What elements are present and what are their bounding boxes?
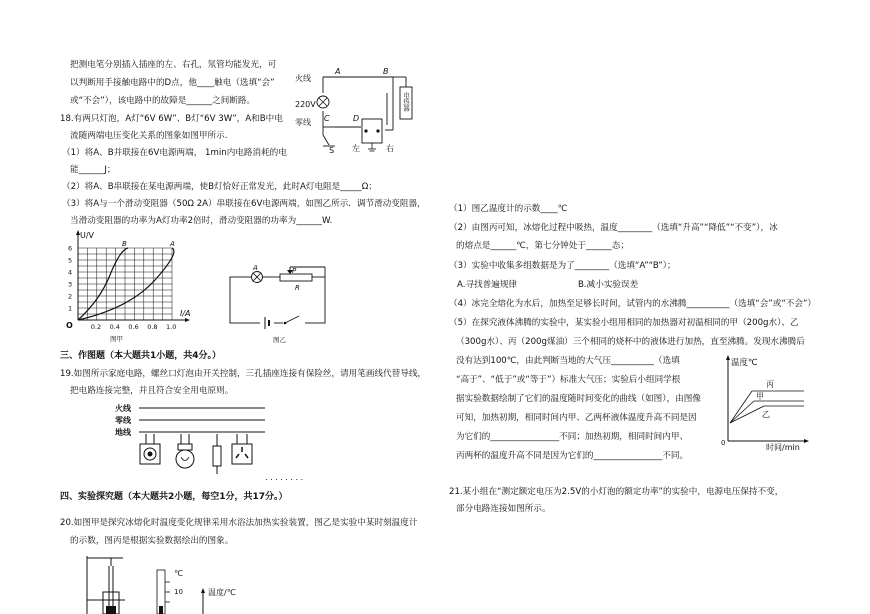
caption-yi: 图乙 <box>273 336 286 344</box>
curve-a-label: A <box>170 240 175 248</box>
point-b: B <box>383 67 389 76</box>
point-d: D <box>353 114 360 123</box>
jia-xtick-label: 1.0 <box>166 323 177 331</box>
q21-line-2: 部分电路连接如图所示。 <box>456 504 551 514</box>
q20-part5-a: （5）在探究液体沸腾的实验中，某实验小组用相同的加热器对初温相同的甲（200g水）、乙 <box>449 318 799 328</box>
jia-xtick-label: 0.4 <box>109 323 120 331</box>
heater-label: 电热器 <box>402 92 410 112</box>
curve-b-label: B <box>122 240 127 248</box>
wire-ground-label: 地线 <box>115 428 131 437</box>
thermo-10: 10 <box>174 588 183 596</box>
jia-xtick-label: 0.6 <box>128 323 139 331</box>
label-volt: 220V <box>295 100 316 109</box>
temp-graph-xlabel: 时间/min <box>766 443 800 452</box>
q21-line-1: 21.某小组在“测定额定电压为2.5V的小灯泡的额定功率”的实验中，电源电压保持不变， <box>449 487 784 497</box>
q18-part3-a: （3）将A与一个滑动变阻器（50Ω 2A）串联接在6V电源两端，如图乙所示．调节滑动变阻器， <box>62 199 426 209</box>
q20-part4: （4）冰完全熔化为水后，加热至足够长时间，试管内的水沸腾__________（选填“会”或“不会”） <box>449 299 817 309</box>
series-yi: 乙 <box>762 410 770 419</box>
resistor-r-label: R <box>295 284 300 292</box>
jia-ytick-label: 6 <box>68 244 73 253</box>
q20-part1: （1）图乙温度计的示数____℃ <box>449 204 568 214</box>
q20-part5-g: 为它们的________________不同；加热初期，相同时间内甲、 <box>456 432 689 442</box>
q20-part5-b: （300g水）、丙（200g煤油）三个相同的烧杯中的液体进行加热，直至沸腾。发现水沸腾后 <box>456 337 805 347</box>
q17-line-2: 以判断用手接触电路中的D点，他____触电（选填“会” <box>70 78 275 88</box>
jia-ytick-label: 2 <box>68 292 73 301</box>
temp-graph-bing-ylabel: 温度/℃ <box>208 588 236 597</box>
lamp-a-label: A <box>253 264 258 272</box>
temperature-time-graph <box>720 353 810 453</box>
q20-option-a: A.寻找普遍规律 <box>457 280 518 290</box>
q20-part2-a: （2）由图丙可知，冰熔化过程中吸热，温度________（选填“升高”“降低”“不变”），冰 <box>449 223 778 233</box>
jia-xtick-label: 0.2 <box>90 323 102 331</box>
q20-apparatus <box>75 552 295 614</box>
q20-option-b: B.减小实验误差 <box>578 280 639 290</box>
section-3-title: 三、作图题（本大题共1小题，共4分。） <box>60 351 222 361</box>
q18-part2: （2）将A、B串联接在某电源两端，使B灯恰好正常发光，此时A灯电阻是_____Ω； <box>62 182 377 192</box>
jia-ytick-label: 5 <box>68 256 73 265</box>
q18-line-2: 流随两端电压变化关系的图象如图甲所示. <box>70 131 228 141</box>
q20-line-2: 的示数，图丙是根据实验数据绘出的图象。 <box>70 536 234 546</box>
switch-label: S <box>329 146 335 155</box>
series-bing: 丙 <box>766 380 774 389</box>
switch-icon <box>140 434 160 464</box>
jia-origin: O <box>66 321 73 330</box>
fuse-icon <box>213 434 221 474</box>
caption-jia: 图甲 <box>110 335 123 343</box>
bulb-icon <box>176 434 194 468</box>
q20-part2-b: 的熔点是______℃，第七分钟处于______态； <box>456 241 629 251</box>
q20-part3: （3）实验中收集多组数据是为了________（选填“A”“B”）； <box>449 261 676 271</box>
q20-part5-f: 可知，加热初期，相同时间内甲、乙两杯液体温度升高不同是因 <box>456 413 697 423</box>
circuit-yi <box>225 262 340 347</box>
socket-icon <box>232 434 252 464</box>
label-fire-wire: 火线 <box>295 74 311 83</box>
jia-xlabel: I/A <box>180 309 191 318</box>
temp-graph-ylabel: 温度℃ <box>731 358 758 368</box>
q19-line-1: 19.如图所示家庭电路，螺丝口灯泡由开关控制，三孔插座连接有保险丝，请用笔画线代替导线， <box>60 369 427 379</box>
q17-circuit-diagram <box>295 65 420 155</box>
series-jia: 甲 <box>756 392 764 401</box>
q18-part3-b: 当滑动变阻器的功率为A灯功率2倍时，滑动变阻器的功率为______W. <box>70 216 333 226</box>
point-a: A <box>335 67 341 76</box>
q19-wiring-diagram <box>115 402 315 487</box>
wire-fire-label: 火线 <box>115 404 131 413</box>
q17-line-1: 把测电笔分别插入插座的左、右孔，氖管均能发光，可 <box>70 60 277 70</box>
jia-ytick-label: 1 <box>68 304 73 313</box>
q20-part5-d: “高于”、“低于”或“等于”）标准大气压；实验后小组同学根 <box>456 375 681 385</box>
q20-part5-h: 丙两杯的温度升高不同是因为它们的________________不同。 <box>456 451 689 461</box>
jia-ytick-label: 4 <box>68 268 73 277</box>
graph-jia <box>60 230 230 345</box>
socket-left-label: 左 <box>352 144 360 153</box>
q17-line-3: 或“不会”），该电路中的故障是______之间断路。 <box>70 96 256 106</box>
slider-p-label: P <box>292 267 297 275</box>
jia-xtick-label: 0.8 <box>147 323 158 331</box>
q18-line-1: 18.有两只灯泡，A灯“6V 6W”、B灯“6V 3W”，A和B中电 <box>60 114 283 124</box>
jia-ytick-label: 3 <box>68 280 73 289</box>
svg-text:. . . . . . . .: . . . . . . . . <box>265 473 304 482</box>
q20-part5-e: 据实验数据绘制了它们的温度随时间变化的曲线（如图），由图像 <box>456 394 701 404</box>
thermo-unit: ℃ <box>174 569 183 578</box>
q18-part1-b: 能______J； <box>70 165 116 175</box>
q20-line-1: 20.如图甲是探究冰熔化时温度变化规律采用水浴法加热实验装置，图乙是实验中某时刻温度计 <box>60 518 418 528</box>
socket-right-label: 右 <box>386 144 394 153</box>
temp-graph-origin: 0 <box>721 439 726 447</box>
wire-zero-label: 零线 <box>115 416 131 425</box>
q18-part1-a: （1）将A、B并联接在6V电源两端， 1min内电路消耗的电 <box>62 148 287 158</box>
jia-ylabel: U/V <box>80 231 95 240</box>
section-4-title: 四、实验探究题（本大题共2小题，每空1分，共17分。） <box>60 492 288 502</box>
q20-part5-c: 没有达到100℃，由此判断当地的大气压__________（选填 <box>456 356 680 366</box>
heating-stand-icon <box>87 556 125 614</box>
q19-line-2: 把电路连接完整，并且符合安全用电原则。 <box>70 386 234 396</box>
thermometer-icon <box>157 570 170 614</box>
label-zero-wire: 零线 <box>295 118 311 127</box>
point-c: C <box>324 114 330 123</box>
